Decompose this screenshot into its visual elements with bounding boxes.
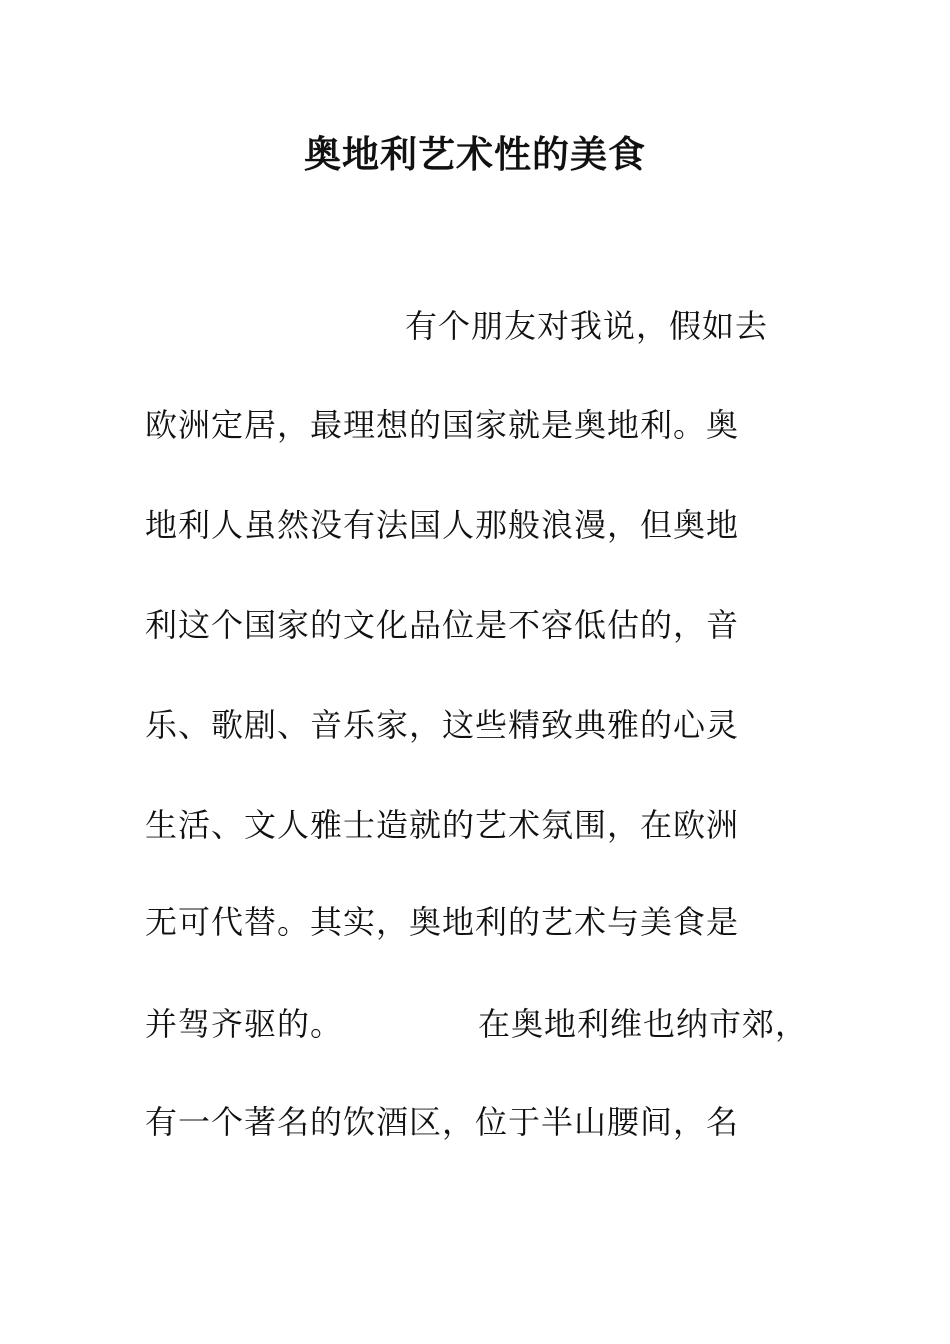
paragraph-line-7: 无可代替。其实，奥地利的艺术与美食是 xyxy=(145,903,740,941)
paragraph-line-8-continued: 在奥地利维也纳市郊， xyxy=(478,1005,809,1043)
paragraph-line-2: 欧洲定居，最理想的国家就是奥地利。奥 xyxy=(145,406,740,444)
document-title: 奥地利艺术性的美食 xyxy=(304,132,646,176)
paragraph-line-1: 有个朋友对我说，假如去 xyxy=(405,307,769,345)
paragraph-line-4: 利这个国家的文化品位是不容低估的，音 xyxy=(145,606,740,644)
paragraph-line-5: 乐、歌剧、音乐家，这些精致典雅的心灵 xyxy=(145,706,740,744)
paragraph-line-8: 并驾齐驱的。 xyxy=(145,1005,344,1043)
paragraph-line-9: 有一个著名的饮酒区，位于半山腰间，名 xyxy=(145,1103,740,1141)
paragraph-line-3: 地利人虽然没有法国人那般浪漫，但奥地 xyxy=(145,506,740,544)
paragraph-line-6: 生活、文人雅士造就的艺术氛围，在欧洲 xyxy=(145,806,740,844)
